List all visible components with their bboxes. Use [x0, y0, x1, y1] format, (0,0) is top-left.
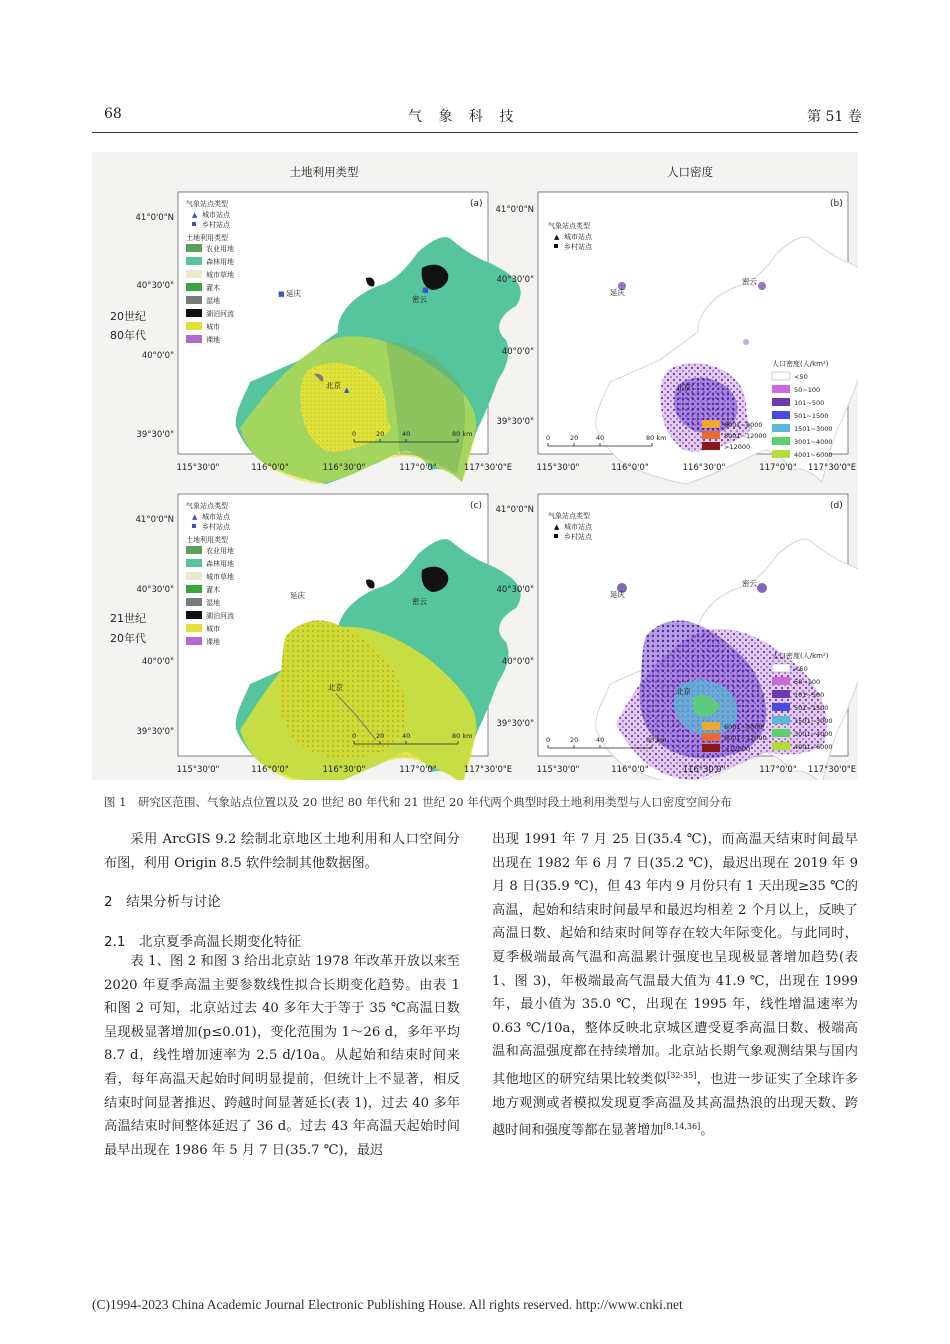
scale-c-40: 40 — [402, 732, 411, 740]
legend-rural-station-d: 乡村站点 — [564, 533, 592, 541]
legend-density-title: 人口密度(人/km²) — [772, 360, 829, 368]
lat-c-39-30: 39°30'0" — [136, 727, 174, 737]
legend-item-wetland: 湿地 — [206, 297, 220, 305]
lon-d-4: 117°0'0" — [759, 765, 797, 775]
panel-d — [538, 494, 858, 780]
scale-c-80: 80 km — [452, 732, 473, 740]
lon-c-1: 115°30'0" — [176, 765, 220, 775]
panel-letter-d: (d) — [830, 501, 843, 511]
legend-item-water: 湖泊河流 — [206, 310, 234, 318]
lon-b-1: 115°30'0" — [536, 463, 580, 473]
subsection-heading: 2.1 北京夏季高温长期变化特征 — [104, 934, 301, 950]
density-item-4: 1501~3000 — [794, 425, 833, 433]
legend-urban-station-c: 城市站点 — [202, 513, 230, 521]
scale-c-20: 20 — [376, 732, 385, 740]
density-item-7: 6001~8000 — [724, 421, 763, 429]
row-label-2020s-b: 20年代 — [110, 632, 146, 645]
lat-c-41: 41°0'0"N — [135, 515, 174, 525]
lon-d-3: 116°30'0" — [682, 765, 726, 775]
para-method: 采用 ArcGIS 9.2 绘制北京地区土地利用和人口空间分布图，利用 Origin 8.5 软件绘制其他数据图。 — [104, 832, 460, 871]
scale-b-20: 20 — [570, 434, 579, 442]
lat-d-40-30: 40°30'0" — [496, 585, 534, 595]
density-item-1: 50~100 — [794, 386, 821, 394]
legend-item-grass: 城市草地 — [206, 271, 234, 279]
legend-urban-station: 城市站点 — [202, 211, 230, 219]
density-item-8: 8001~12000 — [724, 432, 767, 440]
scale-0: 0 — [352, 430, 357, 438]
panel-a — [178, 192, 521, 484]
lon-a-3: 116°30'0" — [322, 463, 366, 473]
legend-item-ag: 农业用地 — [206, 245, 234, 253]
legend-landuse-title: 土地利用类型 — [186, 234, 228, 242]
legend-c-urban: 城市 — [206, 625, 220, 633]
citation-32-35[interactable]: [32-35] — [667, 1070, 697, 1080]
urban-station-icon-b: ▲ — [554, 233, 560, 241]
col-title-landuse: 土地利用类型 — [289, 165, 359, 179]
legend-item-forest: 森林用地 — [206, 258, 234, 266]
lat-d-39-30: 39°30'0" — [496, 719, 534, 729]
lon-c-2: 116°0'0" — [251, 765, 289, 775]
urban-station-icon-d: ▲ — [554, 523, 560, 531]
rural-station-icon — [192, 222, 196, 226]
lon-a-4: 117°0'0" — [399, 463, 437, 473]
rural-station-icon-d — [554, 534, 558, 538]
scale-d-0: 0 — [546, 736, 551, 744]
density-d-1: 50~100 — [794, 678, 821, 686]
panel-letter-b: (b) — [830, 199, 843, 209]
lon-c-4: 117°0'0" — [399, 765, 437, 775]
place-beijing-c: 北京 — [328, 683, 343, 692]
lon-a-5: 117°30'0"E — [463, 463, 513, 473]
density-item-2: 101~500 — [794, 399, 825, 407]
density-d-0: <50 — [794, 665, 808, 673]
density-d-8: 8001~12000 — [724, 734, 767, 742]
density-d-5: 3001~4000 — [794, 730, 833, 738]
urban-station-icon: ▲ — [192, 211, 198, 219]
station-yanqing-icon: ■ — [278, 290, 285, 298]
lat-b-41: 41°0'0"N — [495, 205, 534, 215]
citation-8-14-36[interactable]: [8,14,36] — [663, 1122, 701, 1132]
lon-c-5: 117°30'0"E — [463, 765, 513, 775]
scale-40: 40 — [402, 430, 411, 438]
para-trend: 表 1、图 2 和图 3 给出北京站 1978 年改革开放以来至 2020 年夏季高温主要参数线性拟合长期变化趋势。由表 1 和图 2 可知，北京站过去 40 多年大于等于 35 ℃高温日数呈现极显著增加(p≤0.01)，变化范围为 1～26 d，多年平均 8.7 d，线性增加速率为 2.5 d/10a。从起始和结束时间来看，每年高温天起始时间明显提前，但统计上不显著，相反结束时间显著推迟、跨越时间显著延长(表 1)，过去 40 多年高温结束时间整体延迟了 36 d。过去 43 年高温天起始时间最早出现在 1986 年 5 月 7 日(35.7 ℃)，最迟 — [104, 954, 460, 1158]
right-column — [492, 828, 858, 1143]
legend-item-bare: 裸地 — [206, 336, 220, 344]
col-title-density: 人口密度 — [667, 165, 713, 179]
place-miyun-c: 密云 — [412, 597, 427, 606]
left-para-2 — [104, 950, 460, 1162]
lon-a-1: 115°30'0" — [176, 463, 220, 473]
density-item-3: 501~1500 — [794, 412, 829, 420]
legend-urban-station-d: 城市站点 — [564, 523, 592, 531]
density-item-6: 4001~6000 — [794, 451, 833, 459]
lat-a-39-30: 39°30'0" — [136, 430, 174, 440]
density-item-5: 3001~4000 — [794, 438, 833, 446]
panel-letter-a: (a) — [470, 199, 483, 209]
scale-20: 20 — [376, 430, 385, 438]
lon-b-2: 116°0'0" — [611, 463, 649, 473]
legend-station-title-d: 气象站点类型 — [548, 512, 590, 520]
legend-station-title-c: 气象站点类型 — [186, 502, 228, 510]
scale-b-40: 40 — [596, 434, 605, 442]
lat-c-40: 40°0'0" — [141, 657, 174, 667]
figure-caption: 图 1 研究区范围、气象站点位置以及 20 世纪 80 年代和 21 世纪 20 年代两个典型时段土地利用类型与人口密度空间分布 — [104, 795, 732, 809]
legend-item-shrub: 灌木 — [206, 284, 220, 292]
density-d-4: 1501~3000 — [794, 717, 833, 725]
density-item-0: <50 — [794, 373, 808, 381]
legend-rural-station: 乡村站点 — [202, 221, 230, 229]
journal-title: 气 象 科 技 — [408, 109, 520, 125]
place-yanqing: 延庆 — [286, 289, 301, 298]
panel-b — [538, 192, 858, 484]
legend-c-forest: 森林用地 — [206, 560, 234, 568]
density-d-3: 501~1500 — [794, 704, 829, 712]
para-end: 。 — [700, 1123, 714, 1139]
lat-b-40-30: 40°30'0" — [496, 275, 534, 285]
row-label-1980s-a: 20世纪 — [110, 310, 146, 323]
scale-80: 80 km — [452, 430, 473, 438]
lon-b-3: 116°30'0" — [682, 463, 726, 473]
page-number: 68 — [104, 106, 122, 122]
lat-c-40-30: 40°30'0" — [136, 585, 174, 595]
density-d-2: 101~500 — [794, 691, 825, 699]
legend-density-title-d: 人口密度(人/km²) — [772, 652, 829, 660]
section-heading: 2 结果分析与讨论 — [104, 894, 221, 910]
urban-station-icon-c: ▲ — [192, 513, 198, 521]
row-label-2020s-a: 21世纪 — [110, 612, 146, 625]
place-beijing-d: 北京 — [676, 687, 691, 696]
legend-urban-station-b: 城市站点 — [564, 233, 592, 241]
lat-d-41: 41°0'0"N — [495, 505, 534, 515]
header-rule — [92, 132, 858, 133]
lon-c-3: 116°30'0" — [322, 765, 366, 775]
para-mid: ，也进一步证实了全球许多地方观测或者模拟发现夏季高温及其高温热浪的出现天数、跨越时间和强度等都在显著增加 — [492, 1071, 858, 1139]
place-beijing: 北京 — [326, 381, 341, 390]
lon-d-1: 115°30'0" — [536, 765, 580, 775]
legend-c-shrub: 灌木 — [206, 586, 220, 594]
lat-a-40: 40°0'0" — [141, 351, 174, 361]
lat-a-41: 41°0'0"N — [135, 213, 174, 223]
legend-rural-station-c: 乡村站点 — [202, 523, 230, 531]
row-label-1980s-b: 80年代 — [110, 329, 146, 342]
copyright-footer: (C)1994-2023 China Academic Journal Electronic Publishing House. All rights reserved. http://www.cnki.net — [92, 1297, 683, 1312]
station-beijing-icon: ▲ — [344, 386, 350, 394]
lon-d-2: 116°0'0" — [611, 765, 649, 775]
place-miyun-d: 密云 — [742, 579, 757, 588]
density-d-7: 6001~8000 — [724, 723, 763, 731]
legend-c-water: 湖泊河流 — [206, 612, 234, 620]
figure-1 — [92, 152, 858, 780]
lat-b-39-30: 39°30'0" — [496, 417, 534, 427]
panel-letter-c: (c) — [470, 501, 482, 511]
left-para-1 — [104, 828, 460, 875]
density-item-9: >12000 — [724, 443, 751, 451]
place-miyun: 密云 — [412, 295, 427, 304]
scale-b-0: 0 — [546, 434, 551, 442]
lat-b-40: 40°0'0" — [501, 347, 534, 357]
station-miyun-icon: ■ — [422, 286, 429, 294]
place-yanqing-d: 延庆 — [610, 590, 625, 599]
scale-d-80: 80 km — [646, 736, 667, 744]
legend-rural-station-b: 乡村站点 — [564, 243, 592, 251]
scale-d-20: 20 — [570, 736, 579, 744]
rural-station-icon-b — [554, 244, 558, 248]
lon-b-4: 117°0'0" — [759, 463, 797, 473]
lat-d-40: 40°0'0" — [501, 657, 534, 667]
place-miyun-b: 密云 — [742, 277, 757, 286]
lon-d-5: 117°30'0"E — [807, 765, 857, 775]
rural-station-icon-c — [192, 524, 196, 528]
scale-b-80: 80 km — [646, 434, 667, 442]
scale-c-0: 0 — [352, 732, 357, 740]
place-beijing-b: 北京 — [676, 383, 691, 392]
panel-c — [178, 494, 521, 780]
legend-station-title: 气象站点类型 — [186, 200, 228, 208]
legend-c-wetland: 湿地 — [206, 599, 220, 607]
density-d-6: 4001~6000 — [794, 743, 833, 751]
para-main: 出现 1991 年 7 月 25 日(35.4 ℃)，而高温天结束时间最早出现在 1982 年 6 月 7 日(35.2 ℃)，最迟出现在 2019 年 9 月 8 日(35.9 ℃)，但 43 年内 9 月份只有 1 天出现≥35 ℃的高温，起始和结束时间最早和最迟均相差 2 个月以上，反映了高温日数、起始和结束时间等存在较大年际变化。与此同时，夏季极端最高气温和高温累计强度也呈现极显著增加趋势(表 1、图 3)，年极端最高气温最大值为 41.9 ℃，出现在 1999 年，最小值为 35.0 ℃，出现在 1995 年，线性增温速率为 0.63 ℃/10a，整体反映北京城区遭受夏季高温日数、极端高温和高温强度都在持续增加。北京站长期气象观测结果与国内其他地区的研究结果比较类似 — [492, 832, 858, 1087]
legend-c-bare: 裸地 — [206, 638, 220, 646]
legend-station-title-b: 气象站点类型 — [548, 222, 590, 230]
para-continued — [492, 828, 858, 1143]
scale-d-40: 40 — [596, 736, 605, 744]
lon-b-5: 117°30'0"E — [807, 463, 857, 473]
legend-c-grass: 城市草地 — [206, 573, 234, 581]
volume-label: 第 51 卷 — [807, 109, 862, 125]
density-d-9: >12000 — [724, 745, 751, 753]
legend-landuse-title-c: 土地利用类型 — [186, 536, 228, 544]
place-yanqing-c: 延庆 — [290, 591, 305, 600]
place-yanqing-b: 延庆 — [610, 288, 625, 297]
lat-a-40-30: 40°30'0" — [136, 281, 174, 291]
lon-a-2: 116°0'0" — [251, 463, 289, 473]
legend-item-urban: 城市 — [206, 323, 220, 331]
legend-c-ag: 农业用地 — [206, 547, 234, 555]
